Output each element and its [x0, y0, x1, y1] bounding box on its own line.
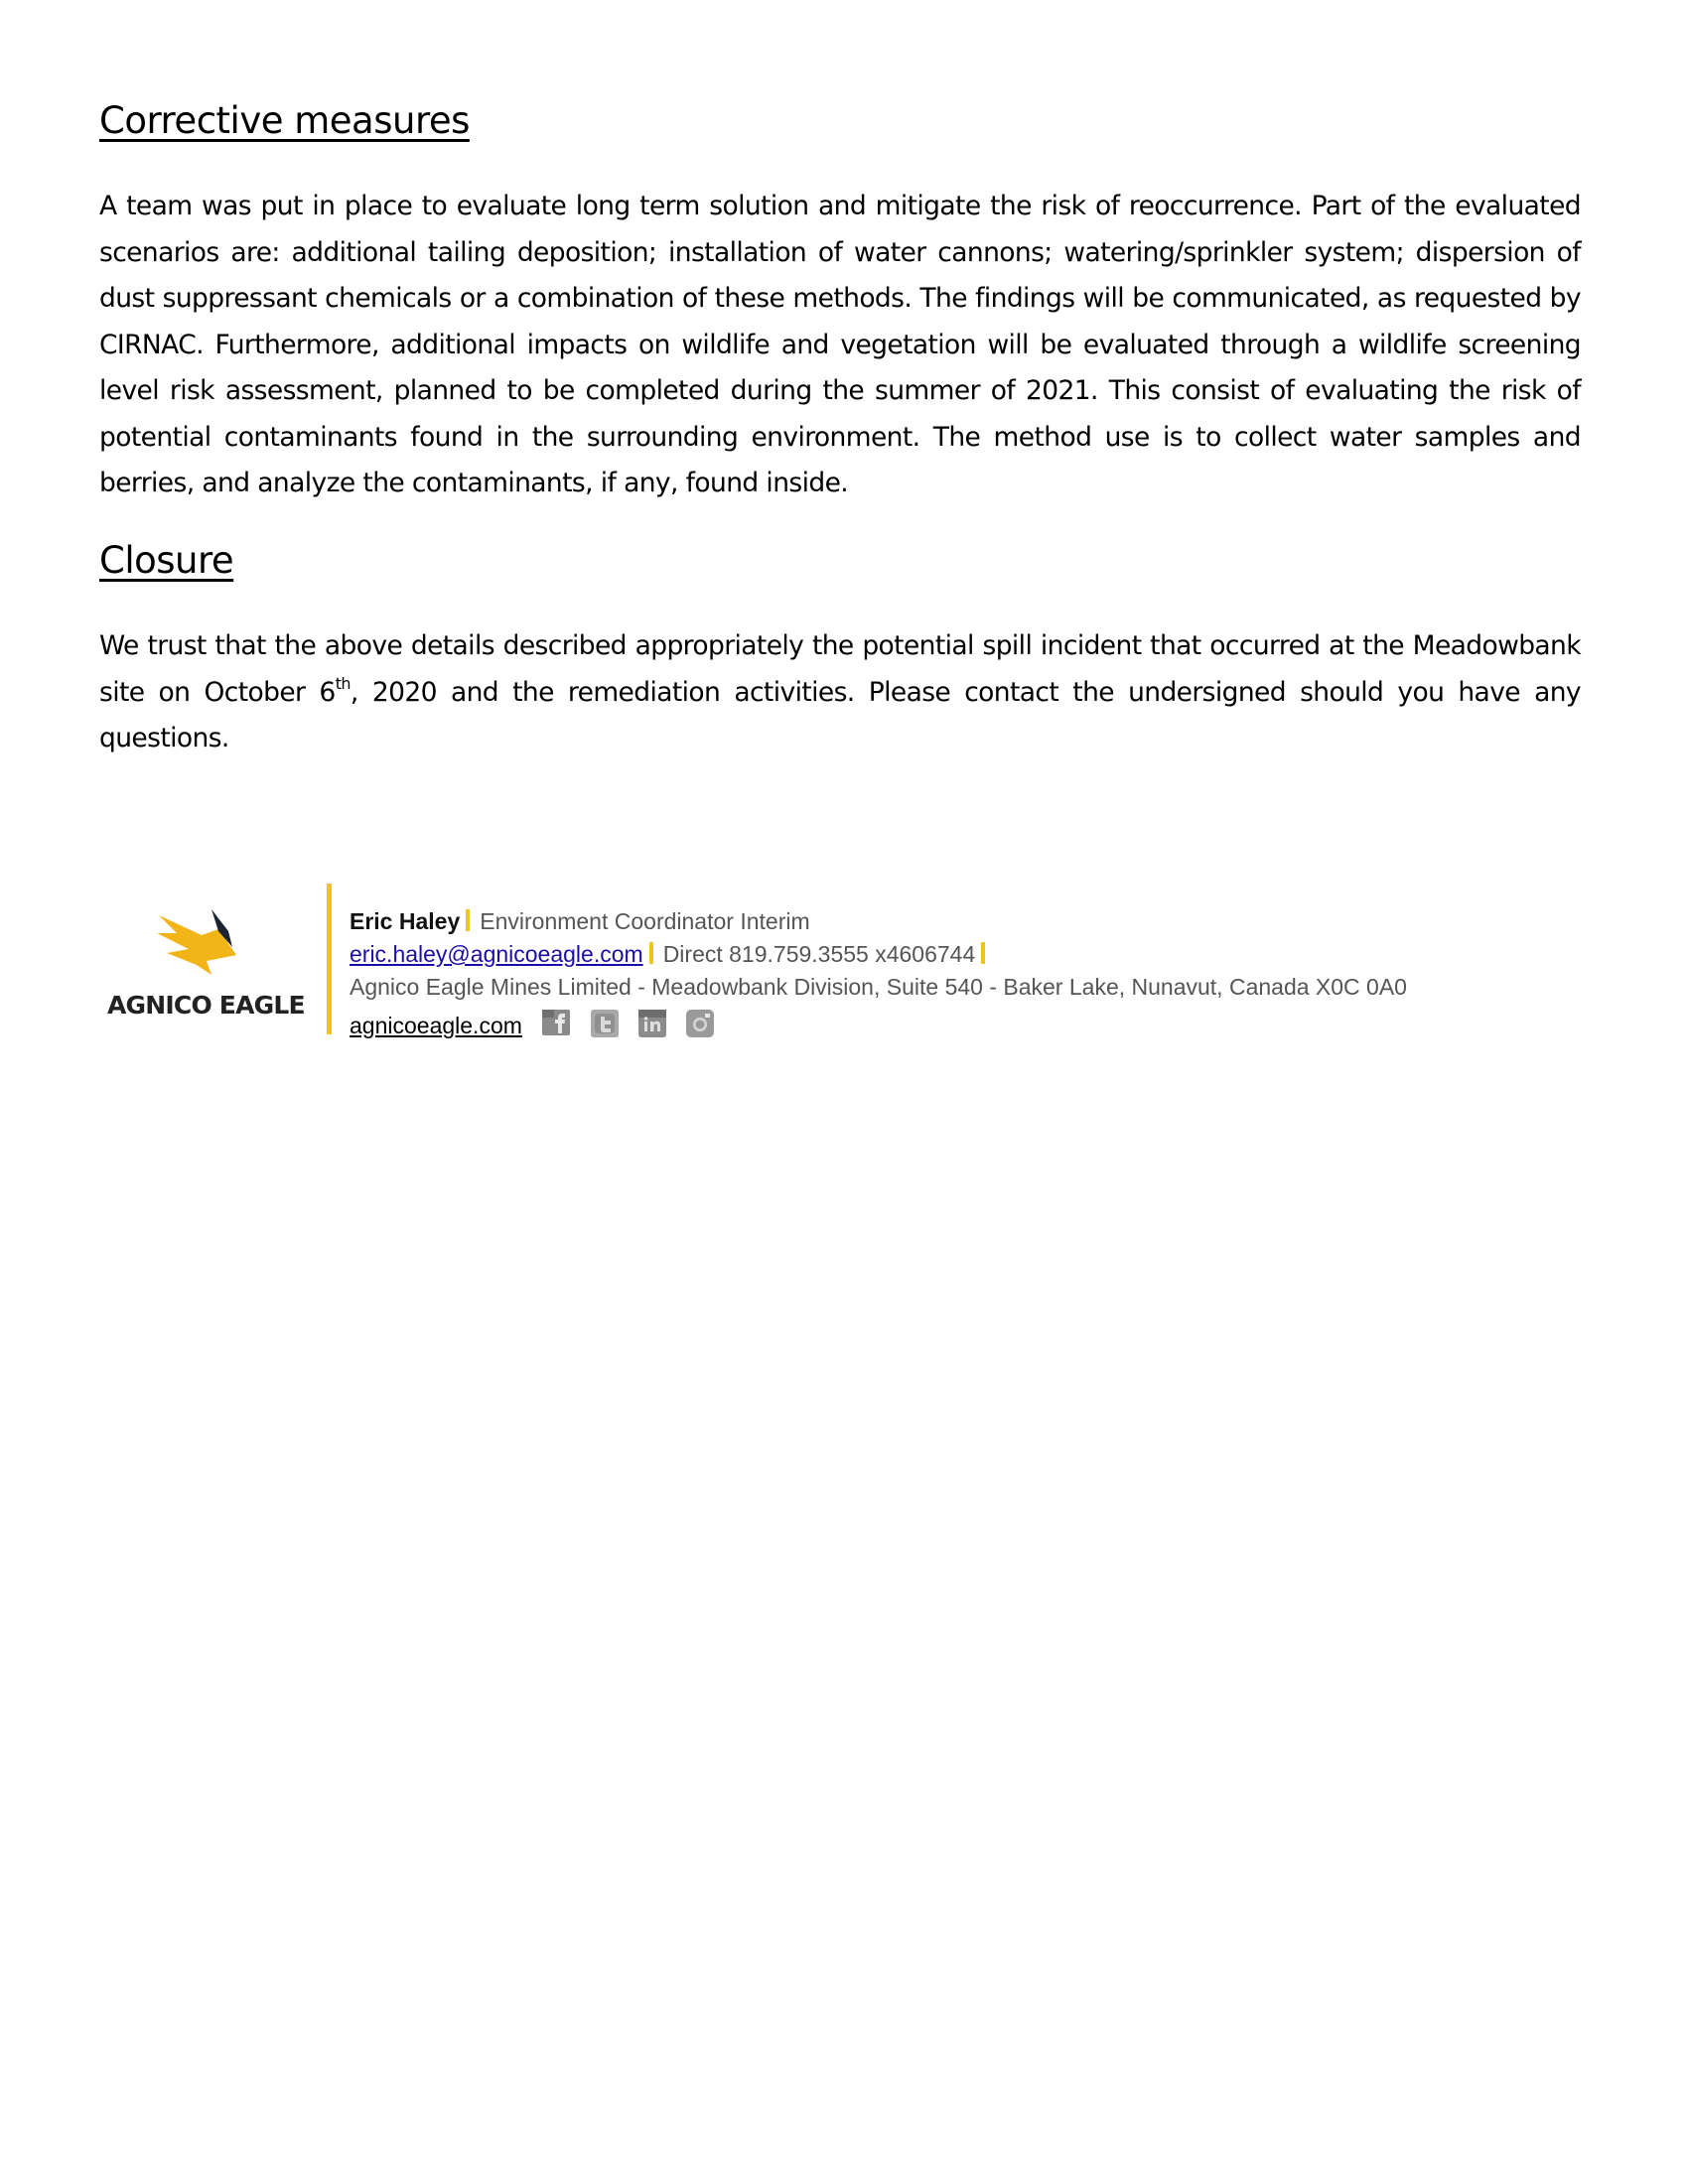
ordinal-suffix: th	[335, 673, 351, 693]
phone-number: Direct 819.759.3555 x4606744	[662, 941, 976, 967]
closure-heading: Closure	[99, 539, 234, 582]
signer-name: Eric Haley	[350, 908, 461, 934]
signer-title: Environment Coordinator Interim	[480, 908, 810, 934]
separator	[466, 909, 470, 931]
facebook-icon[interactable]	[542, 1010, 570, 1037]
closure-text-part2: , 2020 and the remediation activities. Please contact the undersigned should you have any questions.	[99, 676, 1582, 753]
twitter-icon[interactable]	[591, 1010, 619, 1037]
eagle-icon	[107, 903, 316, 983]
instagram-icon[interactable]	[686, 1010, 714, 1037]
company-address: Agnico Eagle Mines Limited - Meadowbank Division, Suite 540 - Baker Lake, Nunavut, Canada X0C 0A0	[350, 974, 1407, 1000]
separator	[649, 942, 653, 964]
closure-paragraph	[99, 623, 1581, 762]
logo-wordmark: AGNICO EAGLE	[107, 991, 305, 1020]
website-link[interactable]: agnicoeagle.com	[350, 1013, 522, 1038]
signature-divider	[327, 884, 332, 1034]
email-signature	[99, 884, 1539, 1042]
signature-contact-row	[350, 938, 1407, 971]
agnico-eagle-logo	[107, 903, 316, 1018]
linkedin-icon[interactable]	[638, 1010, 666, 1037]
email-link[interactable]: eric.haley@agnicoeagle.com	[350, 941, 643, 967]
closure-text-part1: We trust that the above details described appropriately the potential spill incident that occurred at the Meadowbank site on October 6	[99, 630, 1581, 708]
corrective-measures-paragraph: A team was put in place to evaluate long term solution and mitigate the risk of reoccurrence. Part of the evaluated scenarios are: additional tailing deposition; installation of water cannons; watering/sprinkler system; dispersion of dust suppressant chemicals or a combination of these methods. The findings will be communicated, as requested by CIRNAC. Furthermore, additional impacts on wildlife and vegetation will be evaluated through a wildlife screening level risk assessment, planned to be completed during the summer of 2021. This consist of evaluating the risk of potential contaminants found in the surrounding environment. The method use is to collect water samples and berries, and analyze the contaminants, if any, found inside.	[99, 191, 1581, 498]
signature-details	[350, 905, 1407, 1042]
signature-links-row	[350, 1010, 1407, 1042]
signature-name-row	[350, 905, 1407, 938]
separator	[981, 942, 985, 964]
signature-address-row	[350, 971, 1407, 1004]
corrective-measures-heading: Corrective measures	[99, 99, 470, 142]
